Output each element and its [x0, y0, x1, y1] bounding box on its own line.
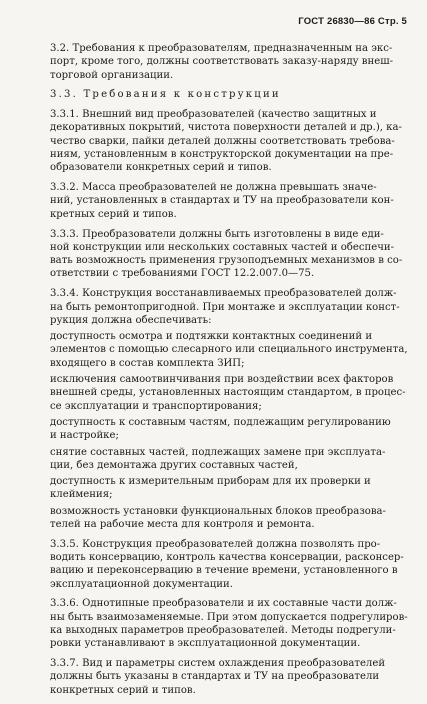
- text-line: элементов с помощью слесарного или специального инструмента,: [50, 344, 408, 356]
- paragraph-3-2: [30, 42, 408, 82]
- text-line: возможность установки функциональных блоков преобразова-: [50, 505, 386, 517]
- text-line: 3.3.2. Масса преобразователей не должна превышать значе-: [50, 182, 377, 194]
- text-line: се эксплуатации и транспортирования;: [50, 400, 262, 412]
- text-line: внешней среды, установленных настоящим стандартом, в процес-: [50, 387, 406, 399]
- text-line: 3.3.7. Вид и параметры систем охлаждения преобразователей: [50, 658, 386, 670]
- paragraph-3-3-2: [30, 181, 408, 221]
- text-line: 3.3.4. Конструкция восстанавливаемых преобразователей долж-: [50, 288, 397, 300]
- paragraph-3-3-1: [30, 108, 408, 174]
- text-line: вать возможность применения грузоподъемных механизмов в со-: [50, 255, 403, 267]
- text-line: и настройке;: [50, 430, 119, 442]
- text-line: исключения самоотвинчивания при воздействии всех факторов: [50, 374, 394, 386]
- text-line: конкретных серий и типов.: [50, 684, 196, 696]
- text-line: ровки устанавливают в эксплуатационной документации.: [50, 638, 361, 650]
- text-line: эксплуатационной документации.: [50, 578, 233, 590]
- text-line: 3.3.3. Преобразователи должны быть изготовлены в виде еди-: [50, 228, 384, 240]
- text-line: входящего в состав комплекта ЗИП;: [50, 357, 245, 369]
- text-line: ка выходных параметров преобразователей. Методы подрегули-: [50, 625, 396, 637]
- text-line: на быть ремонтопригодной. При монтаже и эксплуатации конст-: [50, 301, 400, 313]
- text-line: ний, установленных в стандартах и ТУ на преобразователи кон-: [50, 195, 394, 207]
- text-line: доступность осмотра и подтяжки контактных соединений и: [50, 331, 373, 343]
- text-line: 3.3.5. Конструкция преобразователей должна позволять про-: [50, 538, 381, 550]
- text-line: вацию и переконсервацию в течение времени, установленного в: [50, 565, 398, 577]
- text-line: снятие составных частей, подлежащих замене при эксплуата-: [50, 446, 386, 458]
- text-line: ниям, установленным в конструкторской документации на пре-: [50, 149, 394, 161]
- text-line: ной конструкции или нескольких составных частей и обеспечи-: [50, 241, 395, 253]
- text-line: ции, без демонтажа других составных частей,: [50, 459, 298, 471]
- document-body: [30, 42, 408, 704]
- paragraph-3-3-3: [30, 228, 408, 281]
- paragraph-3-3-4: [30, 287, 408, 327]
- text-line: доступность к измерительным приборам для их проверки и: [50, 476, 371, 488]
- text-line: водить консервацию, контроль качества консервации, расконсер-: [50, 552, 404, 564]
- text-line: образователи конкретных серий и типов.: [50, 162, 272, 174]
- list-item-inspection-access: [30, 330, 408, 370]
- section-heading: 3.3. Требования к конструкции: [50, 89, 281, 101]
- section-heading-3-3: [30, 88, 408, 101]
- paragraph-3-3-6: [30, 597, 408, 650]
- text-line: 3.3.6. Однотипные преобразователи и их составные части долж-: [50, 598, 397, 610]
- text-line: декоративных покрытий, чистота поверхности деталей и др.), ка-: [50, 122, 402, 134]
- text-line: кретных серий и типов.: [50, 208, 177, 220]
- text-line: клеймения;: [50, 489, 113, 501]
- text-line: доступность к составным частям, подлежащим регулированию: [50, 416, 391, 428]
- paragraph-3-3-7: [30, 657, 408, 697]
- text-line: 3.2. Требования к преобразователям, предназначенным на экс-: [50, 43, 393, 54]
- text-line: торговой организации.: [50, 69, 174, 81]
- text-line: чество сварки, пайки деталей должны соответствовать требова-: [50, 135, 395, 147]
- list-item-block-installation: [30, 505, 408, 532]
- list-item-adjustment-access: [30, 416, 408, 443]
- page-number: Стр. 5: [377, 16, 407, 27]
- list-item-part-removal: [30, 446, 408, 473]
- paragraph-3-3-5: [30, 538, 408, 591]
- gost-number: ГОСТ 26830—86: [298, 16, 376, 27]
- text-line: порт, кроме того, должны соответствовать заказу-наряду внеш-: [50, 56, 393, 68]
- list-item-self-unscrewing: [30, 373, 408, 413]
- page-header: [298, 16, 407, 27]
- text-line: ны быть взаимозаменяемые. При этом допускается подрегулиров-: [50, 611, 408, 623]
- text-line: ответствии с требованиями ГОСТ 12.2.007.0—75.: [50, 268, 315, 280]
- list-item-instrument-access: [30, 475, 408, 502]
- text-line: телей на рабочие места для контроля и ремонта.: [50, 519, 315, 530]
- text-line: должны быть указаны в стандартах и ТУ на преобразователи: [50, 671, 380, 683]
- text-line: 3.3.1. Внешний вид преобразователей (качество защитных и: [50, 109, 377, 121]
- text-line: рукция должна обеспечивать:: [50, 314, 212, 326]
